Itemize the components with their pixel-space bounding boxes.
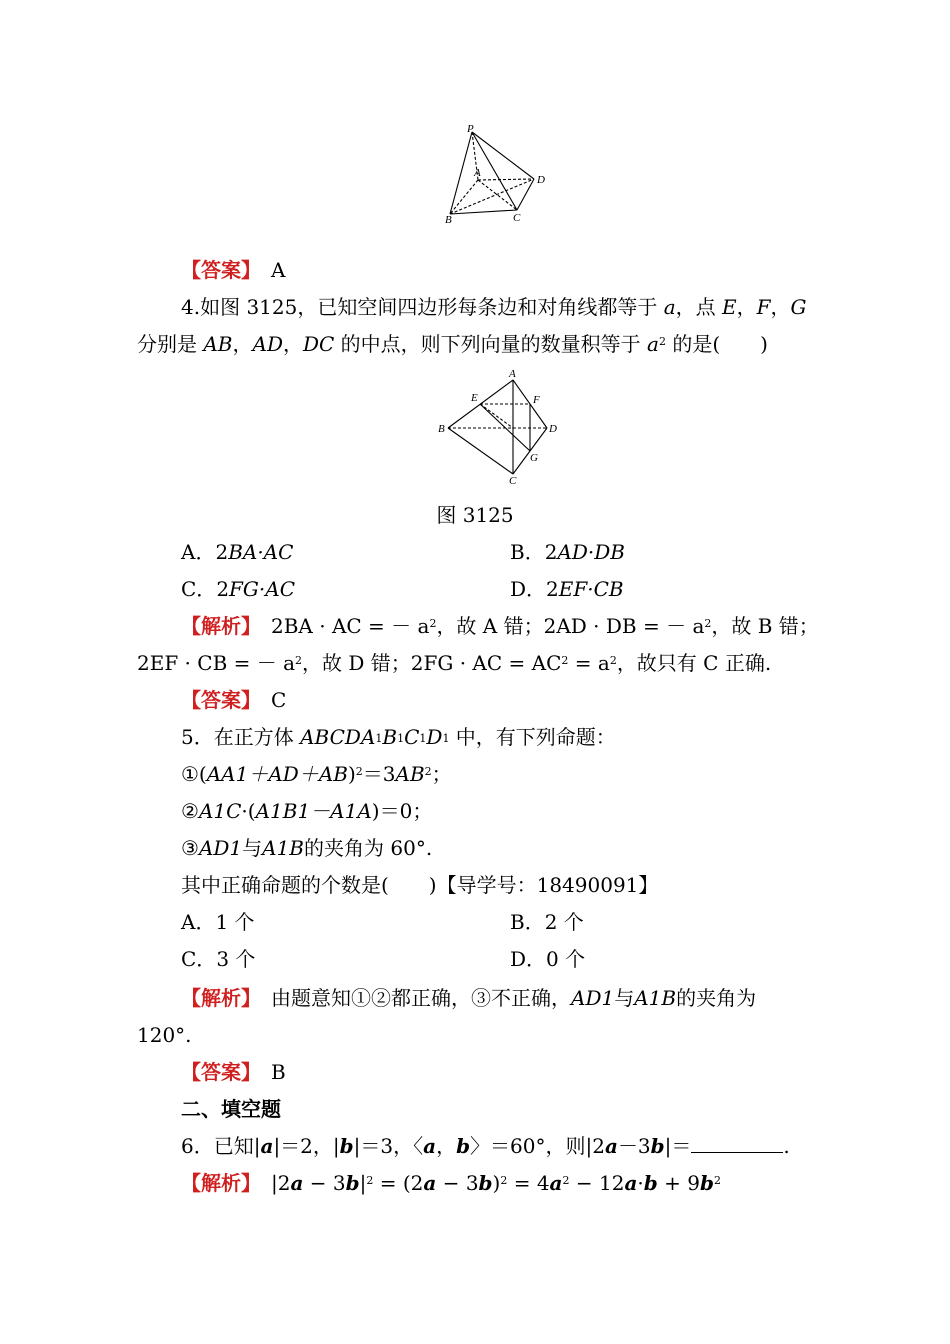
q6-solution: 【解析】 $|2a - 3b|^2 = (2a - 3b)^2 = 4a^2 - 12a\cdot b + 9b^2$: [181, 1171, 721, 1195]
label-B: B: [438, 423, 445, 435]
q4-solution-line1: 【解析】 2BA · AC = － $a^2$，故 A 错；2AD · DB = － $a^2$，故 B 错；: [181, 614, 819, 638]
label-C: C: [509, 475, 517, 487]
section-heading: 二、填空题: [181, 1097, 281, 1121]
label-A: A: [474, 167, 481, 179]
q4-line2: 分别是 AB，AD，DC 的中点，则下列向量的数量积等于 $a^2$ 的是( ): [137, 332, 768, 356]
q4-option-b: B．2AD·DB: [510, 540, 626, 564]
q4-line1: 4.如图 3125，已知空间四边形每条边和对角线都等于 a，点 E，F，G: [181, 295, 807, 319]
figure-caption: 图 3125: [436, 503, 514, 527]
q4-option-d: D．2EF·CB: [510, 577, 624, 601]
label-P: P: [467, 123, 474, 135]
q5-solution-line1: 【解析】 由题意知①②都正确，③不正确，AD1与A1B的夹角为: [181, 986, 757, 1010]
label-F: F: [533, 394, 540, 406]
pyramid-figure: [440, 122, 555, 228]
label-A: A: [509, 368, 516, 380]
q5-option-a: A．1 个: [181, 910, 255, 934]
tetrahedron-figure: [434, 368, 564, 488]
answer-tag: 【答案】: [181, 258, 251, 282]
q4-option-a: A．2BA·AC: [181, 540, 294, 564]
q5-item-3: ③AD1与A1B的夹角为 60°.: [181, 836, 433, 860]
q6-stem: 6．已知|a|＝2，|b|＝3，〈a，b〉＝60°，则|2a－3b|＝ .: [181, 1134, 790, 1158]
answer-value: A: [271, 258, 286, 282]
q5-ask: 其中正确命题的个数是( )【导学号：18490091】: [181, 873, 659, 897]
q5-option-c: C．3 个: [181, 947, 256, 971]
answer-5: 【答案】 B: [181, 1060, 286, 1084]
label-E: E: [471, 392, 478, 404]
answer-blank[interactable]: [691, 1132, 783, 1153]
answer-3: [181, 256, 285, 284]
q5-option-d: D．0 个: [510, 947, 586, 971]
label-C: C: [513, 212, 521, 224]
q5-option-b: B．2 个: [510, 910, 584, 934]
q5-item-1: $①(AA1+AD+AB)^2=3AB^2$；: [181, 762, 452, 786]
label-D: D: [537, 174, 545, 186]
q5-item-2: ②A1C·(A1B1－A1A)＝0；: [181, 799, 433, 823]
label-D: D: [549, 423, 557, 435]
q5-stem: 5．在正方体 $ABCDA_1B_1C_1D_1$ 中，有下列命题：: [181, 725, 616, 749]
q4-option-c: C．2FG·AC: [181, 577, 296, 601]
q5-solution-line2: 120°.: [137, 1023, 192, 1047]
answer-4: 【答案】 C: [181, 688, 287, 712]
label-G: G: [530, 452, 538, 464]
label-B: B: [445, 214, 452, 226]
solution-tag: 【解析】: [181, 614, 251, 638]
q4-solution-line2: 2EF · CB = － $a^2$，故 D 错；2FG · AC = $AC^2 = a^2$，故只有 C 正确.: [137, 651, 772, 675]
